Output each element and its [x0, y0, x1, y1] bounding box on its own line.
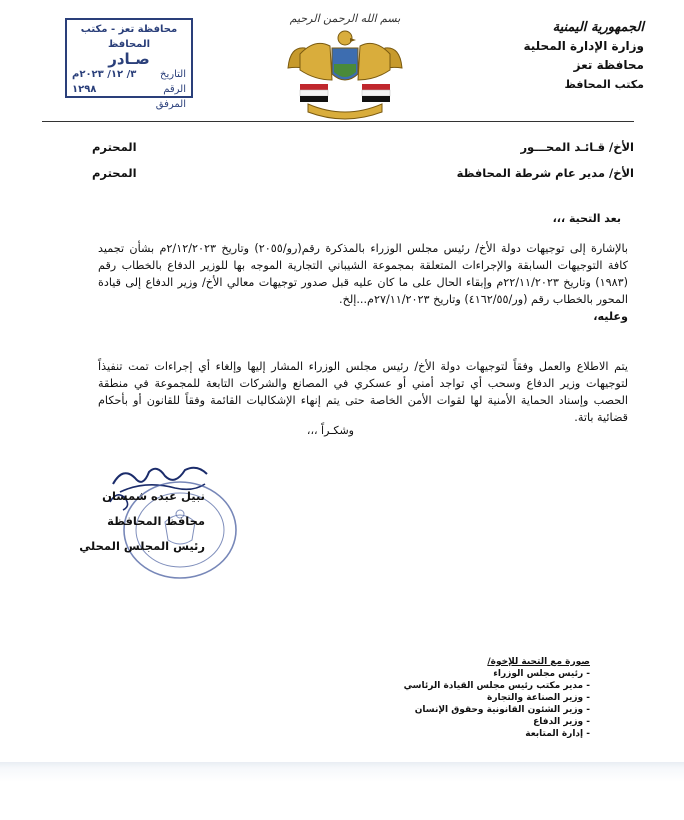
body-paragraph-1: بالإشارة إلى توجيهات دولة الأخ/ رئيس مجلس الوزراء بالمذكرة رقم(رو/٢٠٥٥) وتاريخ ٢/١٢/٢٠٢٣م بشأن تجميد كافة التوجيهات السابقة والإجراءات المتعلقة بمجموعة الشيباني التجارية الموجه بها للوزير الدفاع بالخطاب رقم (١٩٨٣) وتاريخ ٢٢/١١/٢٠٢٣م وإبقاء الحال على ما كان عليه قبل صدور توجيهات معالي الأخ/ وزير الدفاع إلى قيادة المحور بالخطاب رقم (ور/٤١٦٢/٥٥) وتاريخ ٢٧/١١/٢٠٢٣م...إلخ.	[98, 242, 628, 306]
cc-title: صورة مع التحية للإخوة/	[487, 657, 590, 667]
cc-item: - رئيس مجلس الوزراء	[493, 669, 590, 679]
governorate-name: محافظة تعز	[573, 58, 644, 72]
stamp-attach-label: المرفق	[155, 99, 186, 110]
country-name: الجمهورية اليمنية	[552, 20, 644, 35]
eagle-emblem-icon	[270, 8, 420, 123]
signature-block	[75, 484, 205, 559]
signatory-name: نبيل عبده شمسان	[102, 489, 205, 503]
bismillah: بسم الله الرحمن الرحيم	[289, 12, 401, 25]
addressee-1-honorific: المحترم	[92, 140, 137, 154]
signatory-council-title: رئيس المجلس المحلي	[79, 539, 205, 553]
office-name: مكتب المحافظ	[564, 78, 644, 91]
stamp-date-label: التاريخ	[160, 69, 186, 80]
stamp-title: محافظة تعز - مكتب المحافظ	[80, 24, 178, 50]
cc-item: - إدارة المتابعة	[525, 729, 590, 739]
stamp-issued: صـادر	[108, 50, 150, 68]
yemen-emblem	[270, 8, 420, 123]
letter-resolution	[98, 358, 628, 426]
copies-to	[400, 656, 590, 740]
cc-item: - مدير مكتب رئيس مجلس القيادة الرئاسي	[403, 681, 590, 691]
header-divider	[42, 121, 634, 122]
addressee-2-honorific: المحترم	[92, 166, 137, 180]
body-paragraph-2: يتم الاطلاع والعمل وفقاً لتوجيهات دولة الأخ/ رئيس مجلس الوزراء المشار إليها وإلغاء أي إجراءات تمت تنفيذاً لتوجيهات وزير الدفاع وسحب أي تواجد أمني أو عسكري في المصانع والشركات التابعة للمجموعة في منطقة الحصب وإسناد الحماية الأمنية لها لقوات الأمن الخاصة حتى يتم إنهاء الإشكاليات القائمة وفقاً للقانون أو بأحكام قضائية باتة.	[98, 360, 628, 424]
stamp-ref-label: الرقم	[163, 84, 186, 95]
letter-body	[98, 240, 628, 325]
stamp-ref-value: ١٢٩٨	[72, 84, 97, 95]
stamp-date-value: ٣/ ١٢/ ٢٠٢٣م	[72, 69, 137, 80]
scan-bottom-edge	[0, 762, 684, 820]
stamp-date-row	[72, 67, 186, 82]
resolution-label: وعليه،	[593, 310, 628, 323]
cc-item: - وزير الدفاع	[533, 717, 590, 727]
ministry-name: وزارة الإدارة المحلية	[523, 39, 644, 53]
greeting: بعد التحية ،،،	[552, 212, 621, 225]
government-header	[504, 18, 644, 94]
addressee-2-name: الأخ/ مدير عام شرطة المحافظة	[456, 166, 634, 180]
addressee-1-name: الأخ/ قـائـد المحـــور	[520, 140, 634, 154]
stamp-ref-row	[72, 82, 186, 97]
cc-item: - وزير الشئون القانونية وحقوق الإنسان	[414, 705, 590, 715]
stamp-attach-row	[72, 97, 186, 112]
signatory-title: محافظ المحافظة	[107, 514, 205, 528]
closing-thanks: وشكـراً ،،،	[306, 424, 354, 437]
outgoing-stamp	[65, 18, 193, 110]
cc-item: - وزير الصناعة والتجارة	[487, 693, 590, 703]
cc-list	[400, 668, 590, 740]
